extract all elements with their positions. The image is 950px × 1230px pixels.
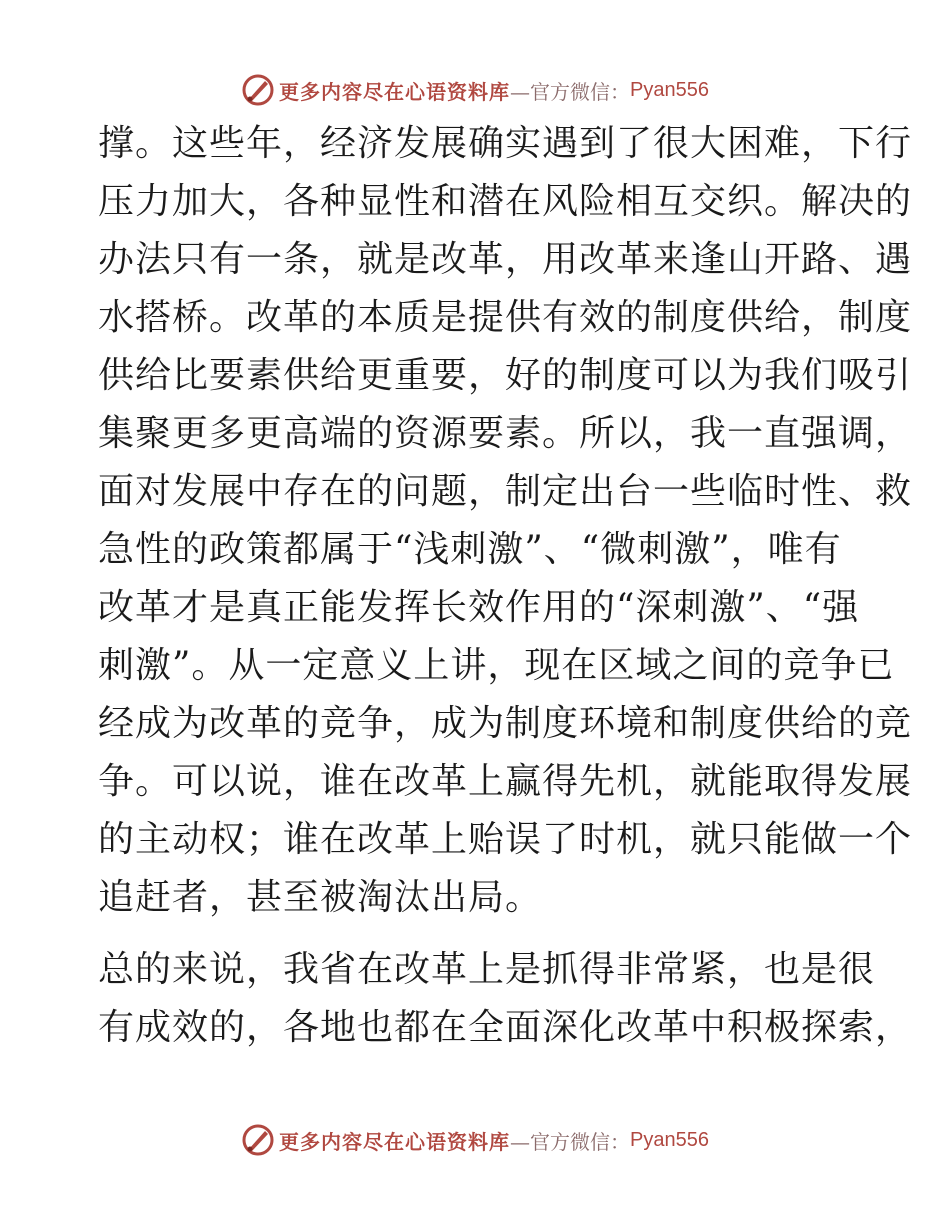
banner-main-text: 更多内容尽在心语资料库	[279, 79, 511, 104]
text-line: 有成效的，各地也都在全面深化改革中积极探索，	[98, 1007, 913, 1048]
quill-pen-logo-icon	[241, 1123, 275, 1157]
text-line: 改革才是真正能发挥长效作用的“深刺激”、“强	[98, 587, 860, 628]
text-line: 供给比要素供给更重要，好的制度可以为我们吸引	[98, 355, 913, 396]
text-line: 经成为改革的竞争，成为制度环境和制度供给的竞	[98, 703, 913, 744]
text-line: 撑。这些年，经济发展确实遇到了很大困难，下行	[98, 123, 913, 164]
text-line: 总的来说，我省在改革上是抓得非常紧，也是很	[98, 949, 876, 990]
text-line: 集聚更多更高端的资源要素。所以，我一直强调，	[98, 413, 913, 454]
header-banner	[0, 70, 950, 110]
text-line: 的主动权；谁在改革上贻误了时机，就只能做一个	[98, 819, 913, 860]
footer-banner	[0, 1120, 950, 1160]
banner-main-text: 更多内容尽在心语资料库	[279, 1129, 511, 1154]
text-line: 急性的政策都属于“浅刺激”、“微刺激”，唯有	[98, 529, 842, 570]
text-line: 面对发展中存在的问题，制定出台一些临时性、救	[98, 471, 913, 512]
banner-wechat-id: Pyan556	[630, 1128, 709, 1151]
text-line: 追赶者，甚至被淘汰出局。	[98, 877, 543, 918]
banner-dash-text: —官方微信：	[510, 1129, 631, 1154]
banner-dash-text: —官方微信：	[510, 79, 631, 104]
banner-wechat-id: Pyan556	[630, 78, 709, 101]
text-line: 刺激”。从一定意义上讲，现在区域之间的竞争已	[98, 645, 895, 686]
quill-pen-logo-icon	[241, 73, 275, 107]
text-line: 水搭桥。改革的本质是提供有效的制度供给，制度	[98, 297, 913, 338]
text-line: 压力加大，各种显性和潜在风险相互交织。解决的	[98, 181, 913, 222]
text-line: 办法只有一条，就是改革，用改革来逢山开路、遇	[98, 239, 913, 280]
text-line: 争。可以说，谁在改革上赢得先机，就能取得发展	[98, 761, 913, 802]
